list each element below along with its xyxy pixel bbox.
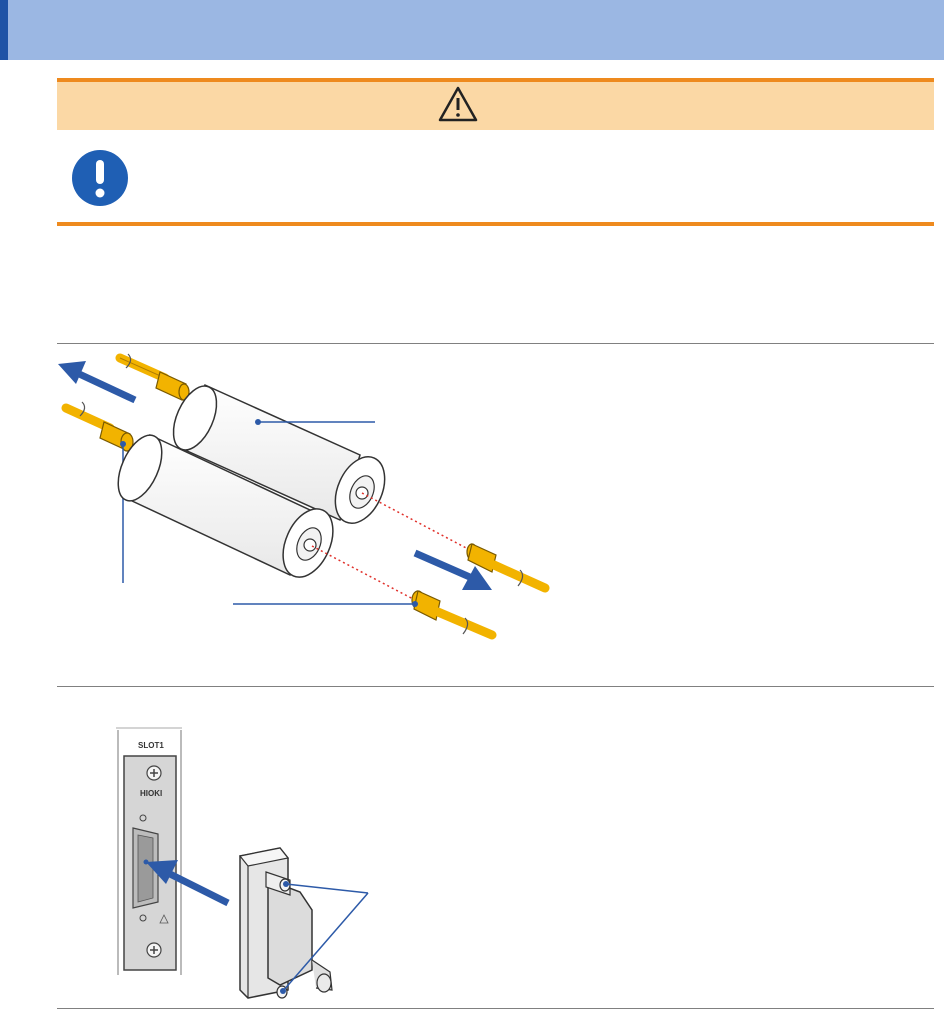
exclamation-circle-icon <box>72 150 128 206</box>
pin-lower-left <box>66 402 133 451</box>
pull-arrow-left <box>58 361 135 400</box>
pin-right-lower <box>412 591 492 635</box>
cable-connector <box>240 848 332 998</box>
warning-triangle-icon <box>440 88 476 120</box>
slot-label: SLOT1 <box>138 741 164 750</box>
brand-label: HIOKI <box>140 789 163 798</box>
pin-top-left <box>120 354 189 400</box>
